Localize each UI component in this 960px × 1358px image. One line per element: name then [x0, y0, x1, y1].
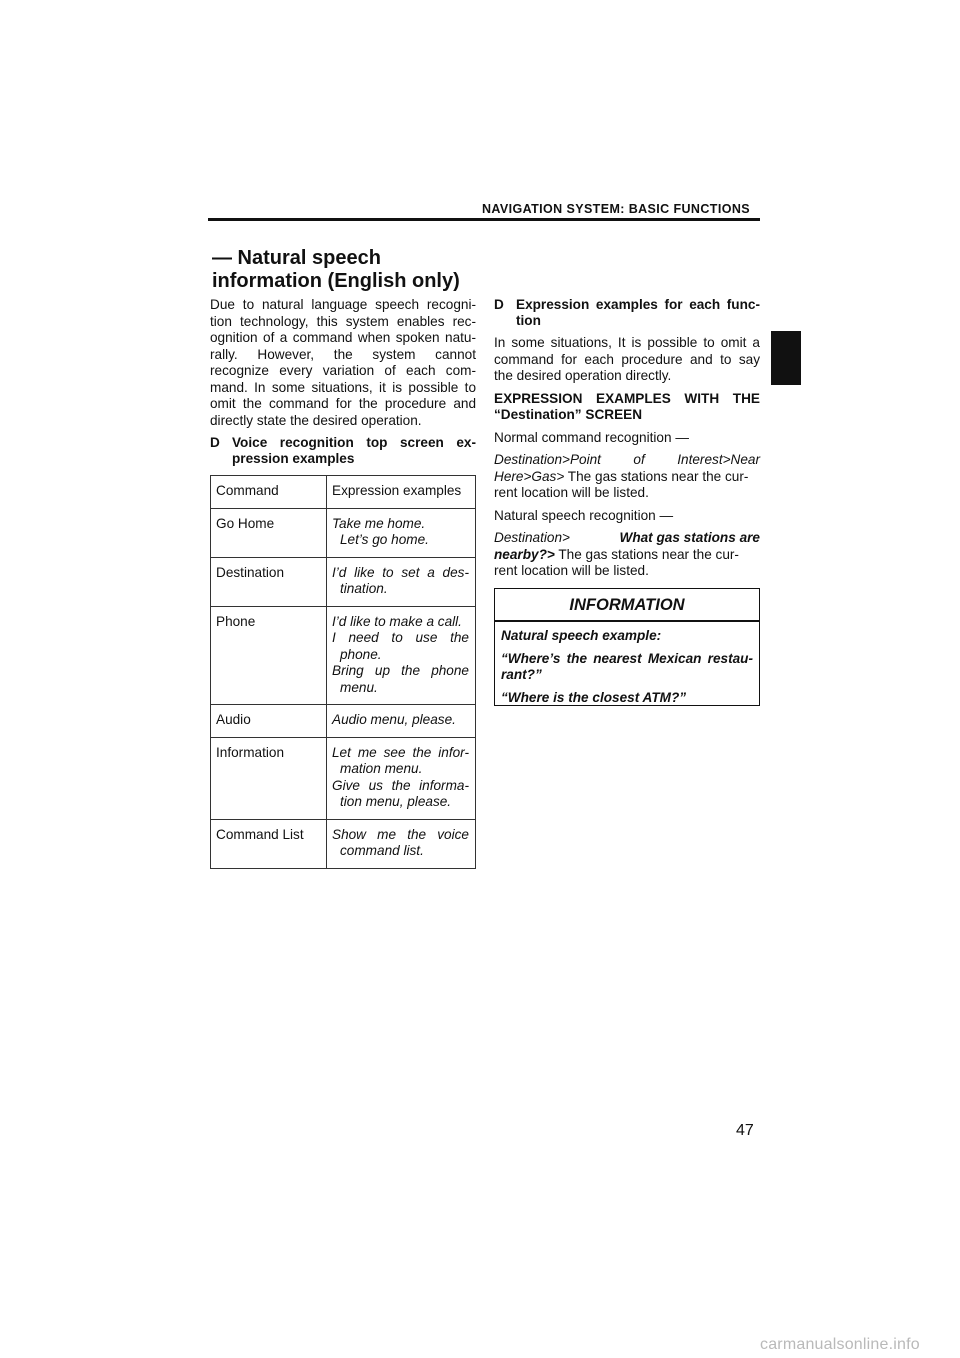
- table-row: [211, 705, 476, 738]
- expression-cell: Show me the voice command list.: [327, 819, 476, 868]
- information-heading: INFORMATION: [569, 596, 685, 614]
- bullet-expression-examples: D Expression examples for each func- tion: [494, 297, 760, 328]
- expression-cell: I’d like to make a call. I need to use the phone. Bring up the phone menu.: [327, 606, 476, 705]
- header-rule: [208, 218, 760, 221]
- section-title-line-1: — Natural speech: [212, 247, 381, 269]
- natural-speech-label: Natural speech recognition —: [494, 507, 674, 523]
- table-row: [211, 557, 476, 606]
- chapter-tab-marker: [771, 331, 801, 385]
- bullet-icon: D: [210, 435, 220, 450]
- expression-cell: Audio menu, please.: [327, 705, 476, 738]
- info-line: “Where’s the nearest Mexican restau- rant?”: [501, 650, 753, 682]
- right-column: [494, 297, 760, 580]
- bullet-voice-recognition: D Voice recognition top screen ex- pression examples: [210, 435, 476, 466]
- expression-cell: Let me see the infor- mation menu. Give us the informa- tion menu, please.: [327, 737, 476, 819]
- command-cell: Phone: [211, 606, 327, 705]
- expression-heading: EXPRESSION EXAMPLES WITH THE “Destination” SCREEN: [494, 390, 760, 422]
- table-header: Expression examples: [327, 476, 476, 509]
- natural-speech-example: Destination> What gas stations are nearby?> The gas stations near the cur- rent location will be listed.: [494, 530, 760, 578]
- left-column: [210, 297, 476, 869]
- table-row: [211, 819, 476, 868]
- command-cell: Go Home: [211, 508, 327, 557]
- omit-command-paragraph: In some situations, It is possible to omit a command for each procedure and to say the desired operation directly.: [494, 335, 760, 383]
- info-line: “Where is the closest ATM?”: [501, 689, 687, 705]
- expression-cell: Take me home. Let’s go home.: [327, 508, 476, 557]
- command-cell: Audio: [211, 705, 327, 738]
- table-header: Command: [211, 476, 327, 509]
- normal-command-label: Normal command recognition —: [494, 429, 689, 445]
- table-row: [211, 508, 476, 557]
- command-cell: Information: [211, 737, 327, 819]
- watermark: carmanualsonline.info: [760, 1336, 920, 1353]
- table-row: [211, 606, 476, 705]
- command-cell: Command List: [211, 819, 327, 868]
- information-box: [494, 588, 760, 706]
- normal-command-example: Destination>Point of Interest>Near Here>Gas> The gas stations near the cur- rent location will be listed.: [494, 452, 760, 500]
- table-row: [211, 737, 476, 819]
- bullet-icon: D: [494, 297, 504, 312]
- information-body: [495, 622, 759, 706]
- section-title-line-2: information (English only): [212, 270, 460, 292]
- section-title: [212, 247, 460, 293]
- page-number: 47: [736, 1122, 754, 1139]
- intro-paragraph: Due to natural language speech recogni- tion technology, this system enables rec- ognition of a command when spoken natu- rally. However, the system cannot recognize every variation of each com- mand. In some situations, it is possible to omit the command for the procedure and directly state the desired operation.: [210, 297, 476, 428]
- command-cell: Destination: [211, 557, 327, 606]
- expression-table: [210, 475, 476, 869]
- running-header: NAVIGATION SYSTEM: BASIC FUNCTIONS: [481, 202, 750, 216]
- info-line: Natural speech example:: [501, 628, 662, 643]
- expression-cell: I’d like to set a des- tination.: [327, 557, 476, 606]
- table-header-row: [211, 476, 476, 509]
